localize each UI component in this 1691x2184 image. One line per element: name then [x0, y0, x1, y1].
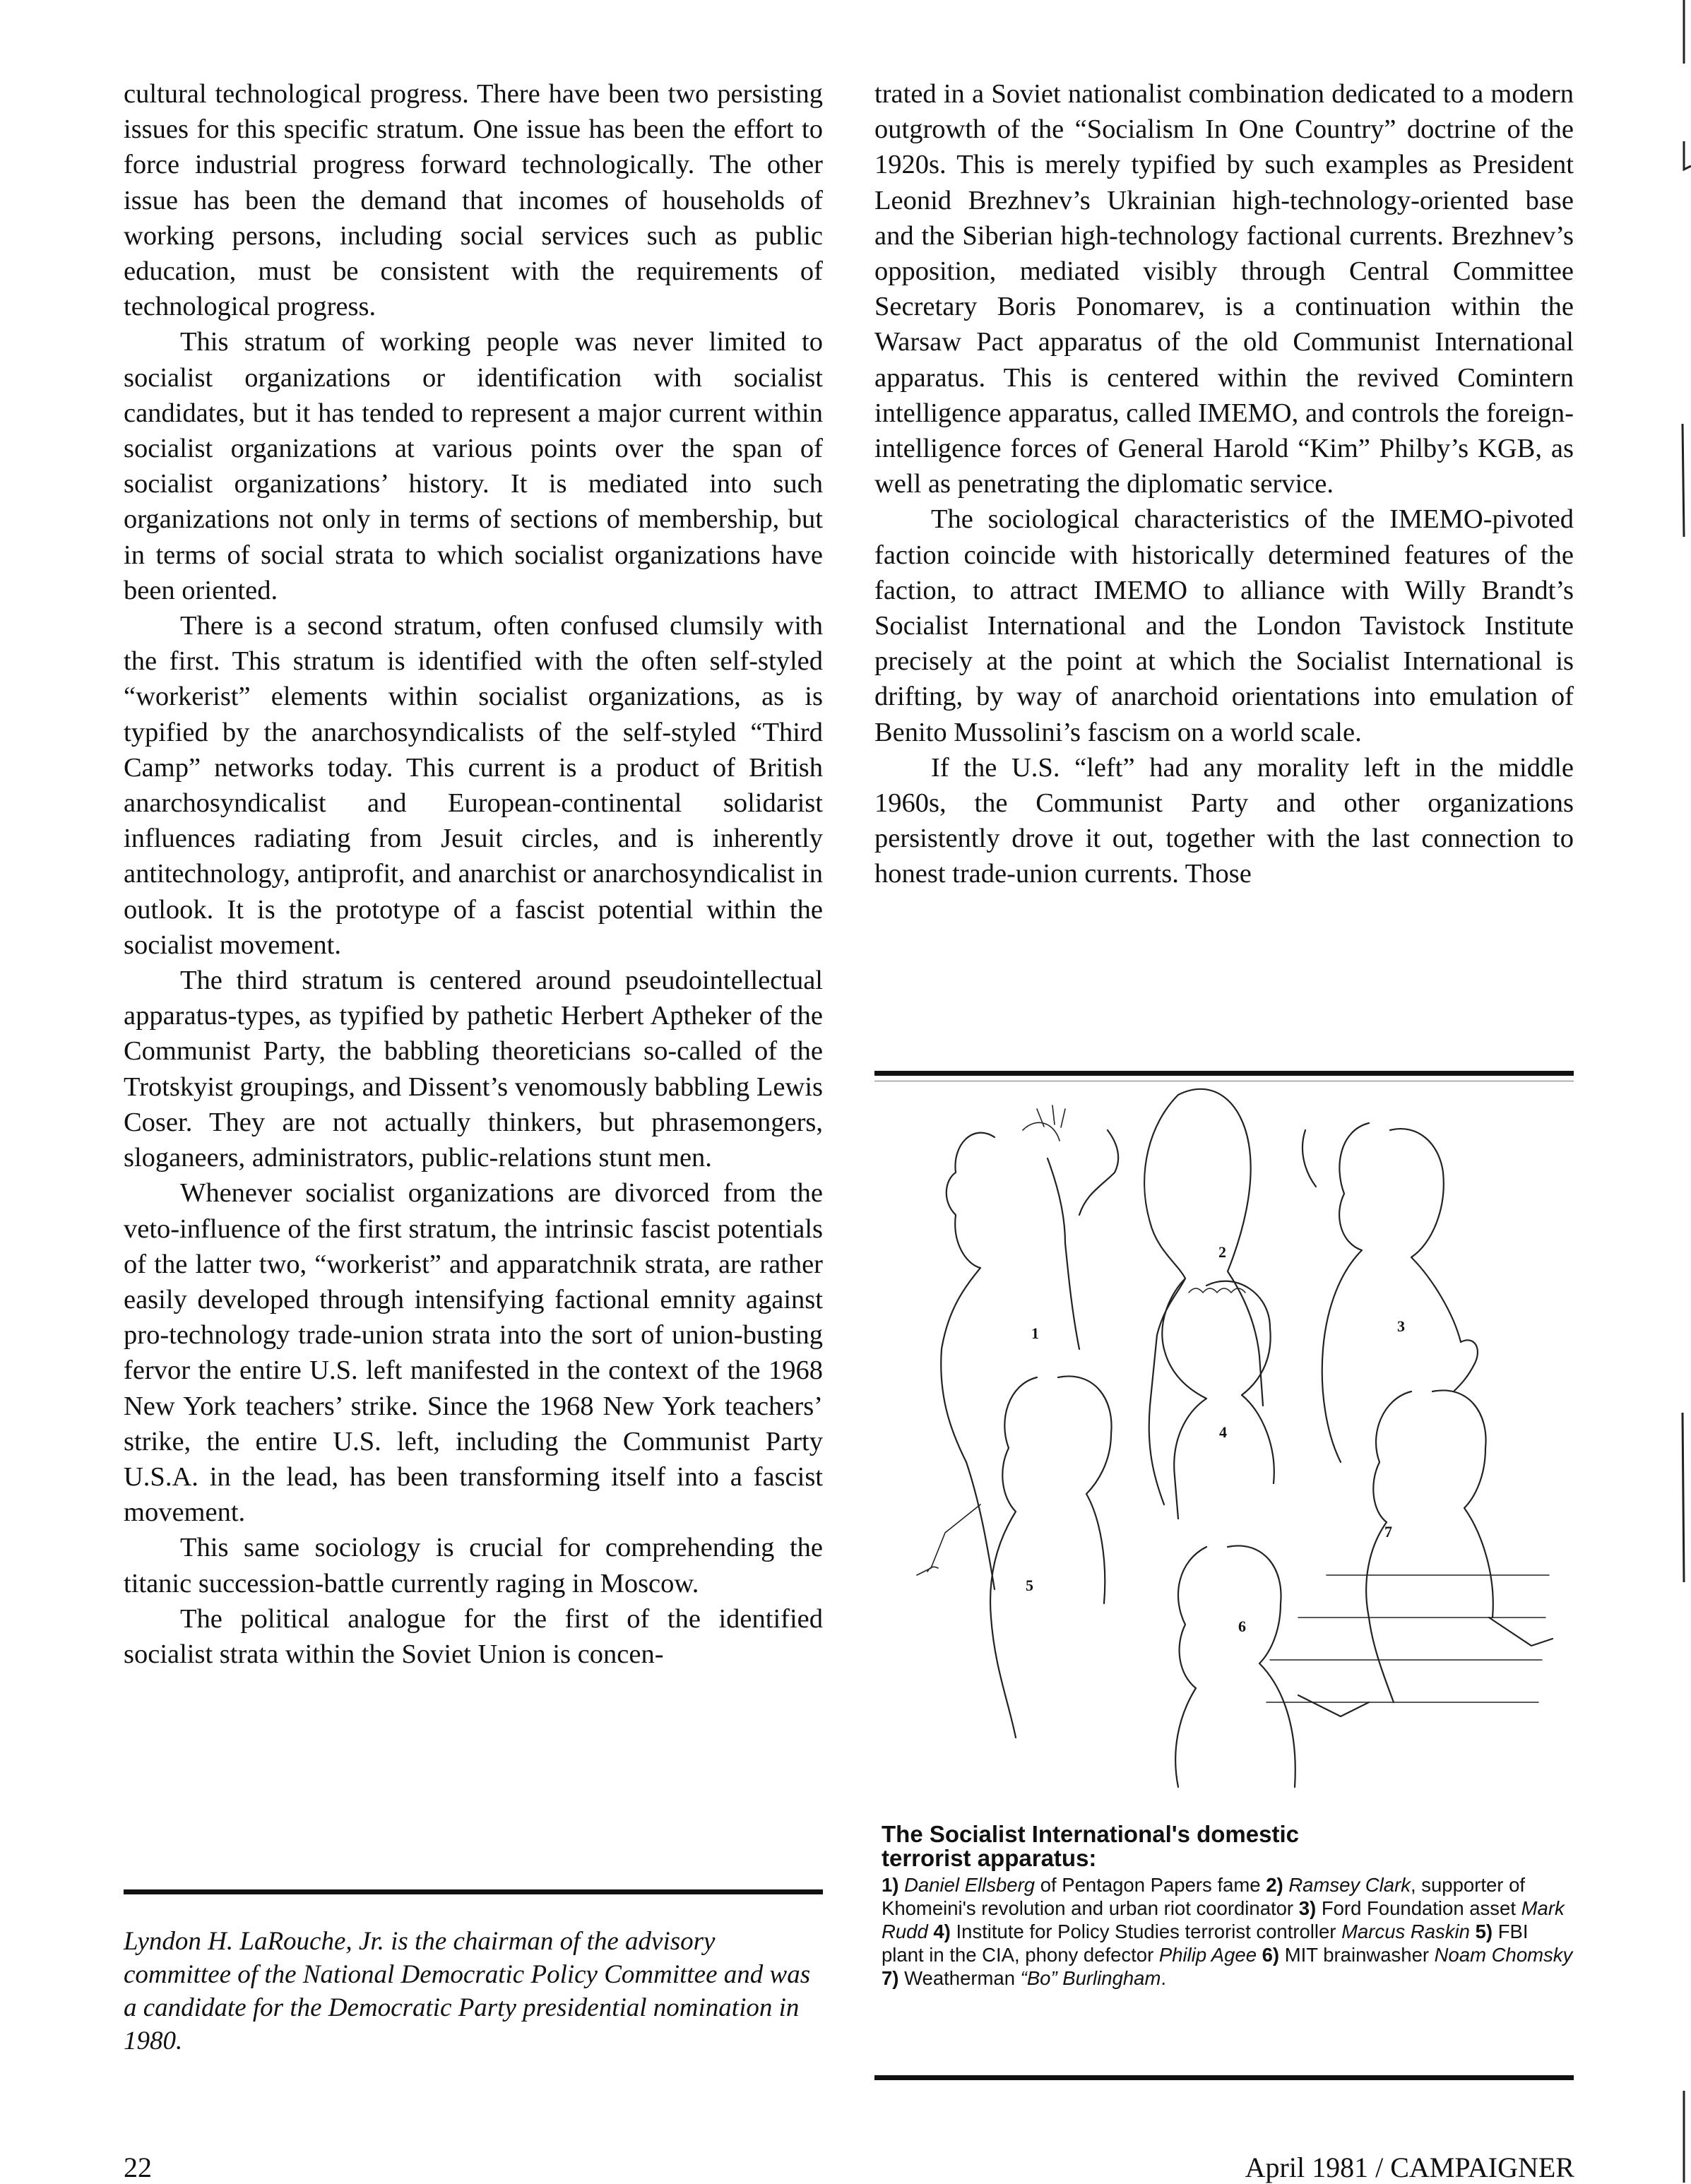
paragraph: The third stratum is centered around pseudointellectual apparatus-types, as typified by pathetic Herbert Aptheker of the Communist Party, the babbling theoreticians so-called of the Trotskyist groupings, and Dissent’s venomously babbling Lewis Coser. They are not actually thinkers, but phrasemongers, sloganeers, administrators, public-relations stunt men.: [124, 966, 823, 1173]
caption-item-text: .: [1161, 1967, 1167, 1989]
caption-person-name: Noam Chomsky: [1434, 1944, 1573, 1966]
figure-label-1: 1: [1031, 1324, 1039, 1342]
caption-item-text: , supporter of Khomeini's revolution and urban riot coordinator: [882, 1874, 1526, 1919]
caption-item-number: 7): [882, 1967, 899, 1989]
publication-footer: April 1981 / CAMPAIGNER: [1245, 2152, 1574, 2183]
caption-title-line: terrorist apparatus:: [882, 1845, 1097, 1871]
paragraph: The sociological characteristics of the IMEMO-pivoted faction coincide with historically determined features of the faction, to attract IMEMO to alliance with Willy Brandt’s Socialist International and the London Tavistock Institute precisely at the point at which the Socialist International is drifting, by way of anarchoid orientations into emulation of Benito Mussolini’s fascism on a world scale.: [874, 504, 1574, 747]
right-column: [874, 76, 1574, 892]
caption-title-line: The Socialist International's domestic: [882, 1821, 1299, 1847]
figure-top-rule: [874, 1071, 1574, 1076]
caption-person-name: Mark Rudd: [882, 1897, 1565, 1942]
bio-divider: [124, 1889, 823, 1894]
caption-item-text: Ford Foundation asset: [1316, 1897, 1521, 1919]
figure-label-6: 6: [1238, 1618, 1246, 1635]
paragraph: There is a second stratum, often confused clumsily with the first. This stratum is identified with the often self-styled “workerist” elements within socialist organizations, as is typified by the anarchosyndicalists of the self-styled “Third Camp” networks today. This current is a product of British anarchosyndicalist and European-continental solidarist influences radiating from Jesuit circles, and is inherently antitechnology, antiprofit, and anarchist or anarchosyndicalist in outlook. It is the prototype of a fascist potential within the socialist movement.: [124, 611, 823, 960]
figure-label-7: 7: [1384, 1523, 1392, 1541]
figure-label-2: 2: [1218, 1243, 1226, 1261]
figure-label-5: 5: [1026, 1577, 1033, 1594]
caption-item-number: 3): [1298, 1897, 1317, 1919]
caption-person-name: Philip Agee: [1158, 1944, 1257, 1966]
caption-item-text: MIT brainwasher: [1279, 1944, 1435, 1966]
caption-item-text: [1470, 1921, 1476, 1942]
caption-item-number: 2): [1266, 1874, 1283, 1896]
silhouette-drawing: [874, 1081, 1574, 1794]
caption-item-text: FBI plant in the CIA, phony defector: [882, 1921, 1529, 1966]
figure-caption: [882, 1822, 1574, 1990]
author-bio: Lyndon H. LaRouche, Jr. is the chairman of the advisory committee of the National Democratic Policy Committee and was a candidate for the Democratic Party presidential nomination in 1980.: [124, 1927, 811, 2055]
paragraph: This same sociology is crucial for comprehending the titanic succession-battle currently raging in Moscow.: [124, 1533, 823, 1598]
page-number: 22: [124, 2152, 152, 2183]
binding-edge-marks: [1670, 0, 1691, 2183]
caption-item-number: 6): [1262, 1944, 1280, 1966]
paragraph: If the U.S. “left” had any morality left in the middle 1960s, the Communist Party and other organizations persistently drove it out, together with the last connection to honest trade-union currents. Those: [874, 752, 1574, 889]
paragraph: trated in a Soviet nationalist combination dedicated to a modern outgrowth of the “Socialism In One Country” doctrine of the 1920s. This is merely typified by such examples as President Leonid Brezhnev’s Ukrainian high-technology-oriented base and the Siberian high-technology factional currents. Brezhnev’s opposition, mediated visibly through Central Committee Secretary Boris Ponomarev, is a continuation within the Warsaw Pact apparatus of the old Communist International apparatus. This is centered within the revived Comintern intelligence apparatus, called IMEMO, and controls the foreign-intelligence forces of General Harold “Kim” Philby’s KGB, as well as penetrating the diplomatic service.: [874, 79, 1574, 499]
figure-label-4: 4: [1219, 1423, 1227, 1441]
paragraph: The political analogue for the first of the identified socialist strata within the Soviet Union is concen-: [124, 1603, 823, 1669]
caption-person-name: Daniel Ellsberg: [904, 1874, 1036, 1896]
caption-person-name: Ramsey Clark: [1288, 1874, 1411, 1896]
caption-person-name: Marcus Raskin: [1341, 1921, 1470, 1942]
paragraph: Whenever socialist organizations are divorced from the veto-influence of the first stratum, the intrinsic fascist potentials of the latter two, “workerist” and apparatchnik strata, are rather easily developed through intensifying factional emnity against pro-technology trade-union strata into the sort of union-busting fervor the entire U.S. left manifested in the context of the 1968 New York teachers’ strike. Since the 1968 New York teachers’ strike, the entire U.S. left, including the Communist Party U.S.A. in the lead, has been transforming itself into a fascist movement.: [124, 1178, 823, 1528]
paragraph: This stratum of working people was never limited to socialist organizations or identification with socialist candidates, but it has tended to represent a major current within socialist organizations at various points over the span of socialist organizations’ history. It is mediated into such organizations not only in terms of sections of membership, but in terms of social strata to which socialist organizations have been oriented.: [124, 327, 823, 605]
caption-item-number: 1): [882, 1874, 899, 1896]
caption-item-number: 5): [1475, 1921, 1493, 1942]
silhouette-illustration: [874, 1081, 1574, 1794]
caption-item-text: Weatherman: [898, 1967, 1021, 1989]
caption-body: [882, 1873, 1574, 1990]
figure-label-3: 3: [1397, 1317, 1405, 1335]
caption-person-name: “Bo” Burlingham: [1020, 1967, 1161, 1989]
caption-title: [882, 1822, 1574, 1870]
caption-item-text: of Pentagon Papers fame: [1035, 1874, 1266, 1896]
left-column: [124, 76, 823, 1672]
caption-item-text: Institute for Policy Studies terrorist controller: [950, 1921, 1342, 1942]
caption-item-text: [1257, 1944, 1262, 1966]
figure-bottom-rule: [874, 2075, 1574, 2080]
paragraph: cultural technological progress. There have been two persisting issues for this specific stratum. One issue has been the effort to force industrial progress forward technologically. The other issue has been the demand that incomes of households of working persons, including social services such as public education, must be consistent with the requirements of technological progress.: [124, 79, 823, 322]
caption-item-number: 4): [933, 1921, 951, 1942]
